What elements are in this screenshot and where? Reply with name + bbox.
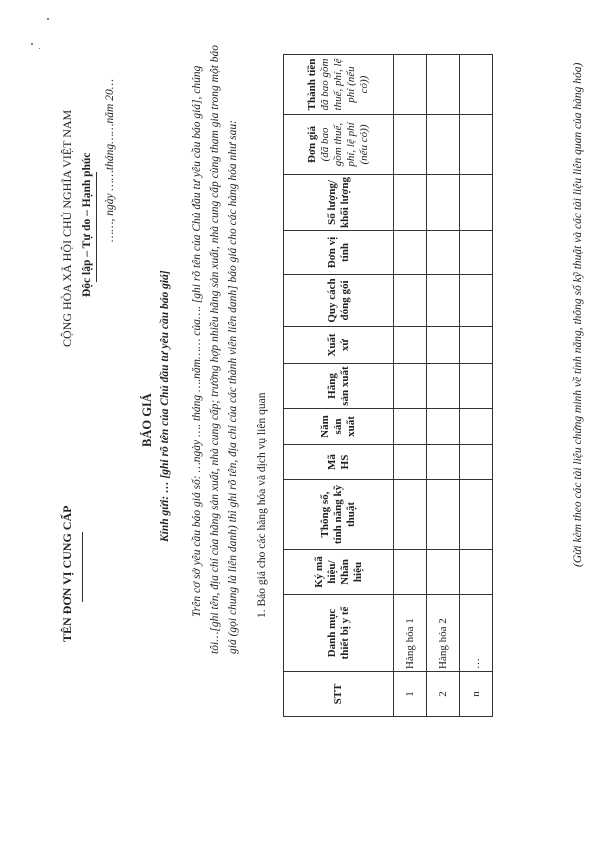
row-item: Hàng hóa 1 xyxy=(394,595,427,672)
supplier-underline xyxy=(82,532,83,602)
col-specs: Thông số, tính năng kỹ thuật xyxy=(284,480,394,550)
scan-speck xyxy=(39,48,40,49)
col-year: Năm sản xuất xyxy=(284,409,394,445)
quote-table xyxy=(283,54,493,717)
table-row xyxy=(427,55,460,717)
intro-line-1: Trên cơ sở yêu cầu báo giá số: …ngày …. tháng ….năm…… của…. [ghi rõ tên của Chủ đầu tư yêu cầu báo giá], chúng xyxy=(191,65,203,617)
col-total xyxy=(284,55,394,115)
table-header-row xyxy=(284,55,394,717)
col-stt: STT xyxy=(284,672,394,717)
unit-price-label: Đơn giá xyxy=(306,126,318,163)
col-unit: Đơn vị tính xyxy=(284,231,394,275)
nation-title: CỘNG HÒA XÃ HỘI CHỦ NGHĨA VIỆT NAM xyxy=(60,109,74,347)
col-manufacturer: Hãng sản xuất xyxy=(284,364,394,409)
unit-price-note: (đã bao gồm thuế, phí, lệ phí (nếu có)) xyxy=(319,122,370,167)
date-line: ……, ngày ……tháng……năm 20… xyxy=(104,79,116,242)
row-number: 2 xyxy=(427,672,460,717)
col-quantity: Số lượng/ khối lượng xyxy=(284,175,394,231)
motto-underline xyxy=(96,172,97,282)
total-label: Thành tiền xyxy=(306,58,318,111)
section-heading: 1. Báo giá cho các hàng hóa và dịch vụ liên quan xyxy=(256,392,268,618)
recipient-line: Kính gửi: … [ghi rõ tên của Chủ đầu tư yêu cầu báo giá] xyxy=(159,270,171,542)
attachment-note: (Gửi kèm theo các tài liệu chứng minh về tính năng, thông số kỹ thuật và các tài liệu liên quan của hàng hóa) xyxy=(572,62,584,567)
col-hs-code: Mã HS xyxy=(284,445,394,480)
col-origin: Xuất xứ xyxy=(284,327,394,364)
scan-speck xyxy=(47,18,49,20)
table-row xyxy=(394,55,427,717)
supplier-name: TÊN ĐƠN VỊ CUNG CẤP xyxy=(60,505,74,642)
row-item: Hàng hóa 2 xyxy=(427,595,460,672)
col-item-list: Danh mục thiết bị y tế xyxy=(284,595,394,672)
col-packaging: Quy cách đóng gói xyxy=(284,275,394,327)
col-model-brand: Ký mã hiệu/ Nhãn hiệu xyxy=(284,550,394,595)
intro-line-2: tôi…[ghi tên, địa chỉ của hãng sản xuất, nhà cung cấp; trường hợp nhiều hãng sản xuất, nhà cung cấp cùng tham gia trong một báo xyxy=(209,44,221,654)
col-unit-price xyxy=(284,115,394,175)
row-number: 1 xyxy=(394,672,427,717)
row-item: … xyxy=(460,595,493,672)
scan-speck xyxy=(31,43,33,45)
document-title: BÁO GIÁ xyxy=(140,393,154,447)
table-row xyxy=(460,55,493,717)
row-number: n xyxy=(460,672,493,717)
total-note: đã bao gồm thuế, phí, lệ phí (nếu có)) xyxy=(319,58,370,111)
intro-line-3: giá (gọi chung là liên danh) thì ghi rõ tên, địa chỉ của các thành viên liên danh] báo giá cho các hàng hóa như sau: xyxy=(227,120,239,654)
motto: Độc lập – Tự do – Hạnh phúc xyxy=(81,152,93,297)
